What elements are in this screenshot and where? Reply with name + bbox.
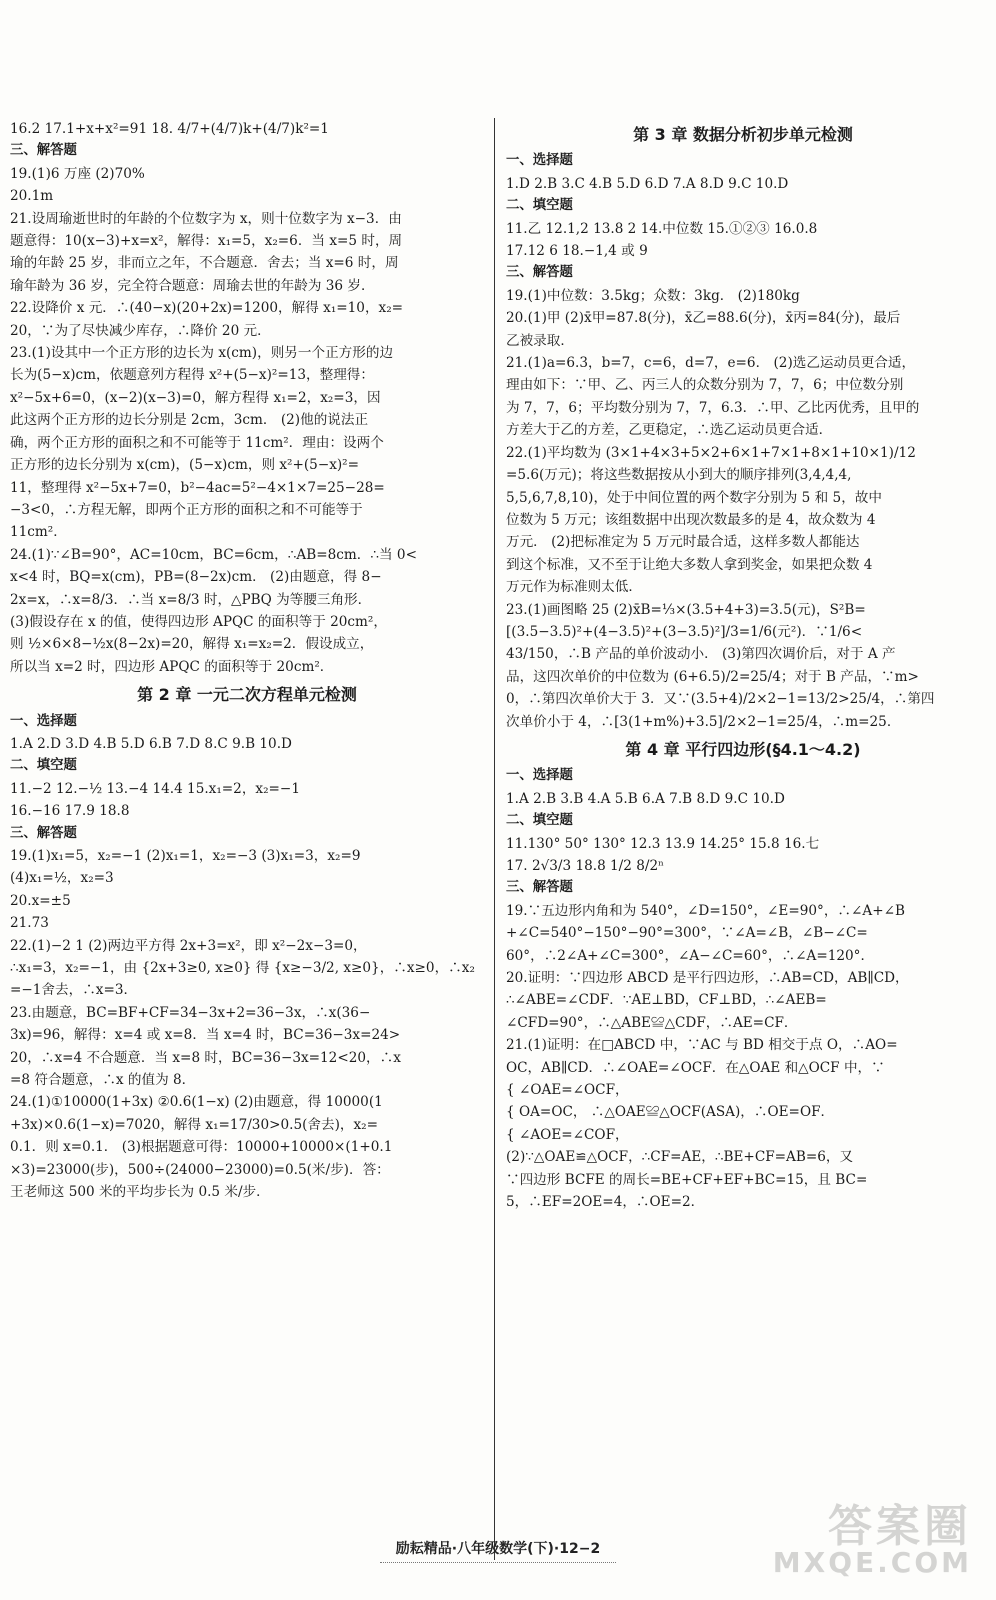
answer-line: 万元作为标准则太低．: [506, 579, 642, 596]
section-heading: 二、填空题: [506, 813, 573, 829]
answer-line: 11.−2 12.−½ 13.−4 14.4 15.x₁=2，x₂=−1: [10, 780, 300, 797]
section-heading: 三、解答题: [506, 265, 573, 281]
answer-line: 20，∴x=4 不合题意．当 x=8 时，BC=36−3x=12<20，∴x: [10, 1049, 401, 1066]
answer-line: x<4 时，BQ=x(cm)，PB=(8−2x)cm． (2)由题意，得 8−: [10, 569, 382, 586]
answer-line: 正方形的边长分别为 x(cm)，(5−x)cm，则 x²+(5−x)²=: [10, 457, 360, 474]
section-heading: 二、填空题: [10, 758, 77, 774]
answer-line: 22.(1)−2 1 (2)两边平方得 2x+3=x²，即 x²−2x−3=0，: [10, 937, 367, 954]
answer-line: 2x=x，∴x=8/3．∴当 x=8/3 时，△PBQ 为等腰三角形．: [10, 591, 372, 608]
answer-line: 乙被录取．: [506, 332, 574, 349]
answer-line: 万元． (2)把标准定为 5 万元时最合适，这样多数人都能达: [506, 534, 860, 551]
section-heading: 一、选择题: [506, 153, 573, 169]
section-heading: 三、解答题: [10, 825, 77, 841]
answer-line: 品，这四次单价的中位数为 (6+6.5)/2=25/4；对于 B 产品，∵m>: [506, 668, 919, 685]
answer-line: 20.1m: [10, 188, 54, 205]
column-divider: [494, 118, 495, 1560]
answer-line: 位数为 5 万元；该组数据中出现次数最多的是 4，故众数为 4: [506, 511, 876, 528]
answer-line: 43/150，∴B 产品的单价波动小． (3)第四次调价后，对于 A 产: [506, 646, 896, 663]
answer-line: 1.D 2.B 3.C 4.B 5.D 6.D 7.A 8.D 9.C 10.D: [506, 175, 789, 192]
section-heading: 三、解答题: [506, 880, 573, 896]
answer-line: 16.−16 17.9 18.8: [10, 803, 130, 820]
answer-line: 1.A 2.D 3.D 4.B 5.D 6.B 7.D 8.C 9.B 10.D: [10, 735, 292, 752]
answer-line: 24.(1)①10000(1+3x) ②0.6(1−x) (2)由题意，得 10000(1: [10, 1094, 383, 1111]
answer-line: 瑜年龄为 36 岁，完全符合题意：周瑜去世的年龄为 36 岁．: [10, 277, 375, 294]
section-heading: 三、解答题: [10, 143, 77, 159]
answer-line: 5，∴EF=2OE=4，∴OE=2．: [506, 1194, 705, 1211]
answer-line: 则 ½×6×8−½x(8−2x)=20，解得 x₁=x₂=2．假设成立，: [10, 636, 374, 653]
answer-line: 21.73: [10, 915, 49, 932]
answer-line: 所以当 x=2 时，四边形 APQC 的面积等于 20cm²．: [10, 658, 334, 675]
answer-line: 20，∵为了尽快减少库存，∴降价 20 元．: [10, 322, 271, 339]
answer-line: (3)假设存在 x 的值，使得四边形 APQC 的面积等于 20cm²，: [10, 613, 387, 630]
answer-line: 19.(1)x₁=5，x₂=−1 (2)x₁=1，x₂=−3 (3)x₁=3，x₂=9: [10, 848, 361, 864]
answer-line: ×3)=23000(步)，500÷(24000−23000)=0.5(米/步)．答：: [10, 1161, 390, 1178]
answer-line: 到这个标准，又不至于让绝大多数人拿到奖金，如果把众数 4: [506, 556, 873, 573]
answer-line: 19.∵五边形内角和为 540°，∠D=150°，∠E=90°，∴∠A+∠B: [506, 902, 906, 919]
answer-line: { ∠OAE=∠OCF，: [506, 1082, 629, 1099]
answer-line: { OA=OC， ∴△OAE≌△OCF(ASA)，∴OE=OF．: [506, 1104, 835, 1121]
answer-line: 为 7，7，6；平均数分别为 7，7，6.3．∴甲、乙比丙优秀，且甲的: [506, 399, 920, 416]
answer-line: 60°，∴2∠A+∠C=300°，∠A−∠C=60°，∴∠A=120°．: [506, 947, 875, 964]
answer-line: 23.(1)画图略 25 (2)x̄B=⅓×(3.5+4+3)=3.5(元)，S²B=: [506, 601, 866, 618]
answer-line: (4)x₁=½，x₂=3: [10, 870, 114, 887]
answer-line: 20.证明：∵四边形 ABCD 是平行四边形，∴AB=CD，AB∥CD，: [506, 970, 909, 987]
answer-line: 确，两个正方形的面积之和不可能等于 11cm²．理由：设两个: [10, 434, 384, 451]
watermark-top-text: 答案圈: [828, 1501, 972, 1552]
answer-line: ∴∠ABE=∠CDF．∵AE⊥BD，CF⊥BD，∴∠AEB=: [506, 992, 827, 1009]
answer-line: ∴x₁=3，x₂=−1，由 {2x+3≥0, x≥0} 得 {x≥−3/2, x≥0}，∴x≥0，∴x₂: [10, 960, 475, 977]
answer-line: 5,5,6,7,8,10)，处于中间位置的两个数字分别为 5 和 5，故中: [506, 489, 882, 506]
answer-line: 理由如下：∵甲、乙、丙三人的众数分别为 7，7，6；中位数分别: [506, 377, 904, 394]
chapter-title: 第 4 章 平行四边形(§4.1～4.2): [625, 739, 861, 759]
answer-line: 次单价小于 4，∴[3(1+m%)+3.5]/2×2−1=25/4，∴m=25．: [506, 713, 901, 730]
page-footer: 励耘精品·八年级数学(下)·12−2: [395, 1541, 601, 1557]
left-column: [10, 118, 484, 1204]
answer-line: −3<0，∴方程无解，即两个正方形的面积之和不可能等于: [10, 501, 363, 518]
answer-line: 王老师这 500 米的平均步长为 0.5 米/步．: [10, 1184, 270, 1201]
answer-line: 17.12 6 18.−1,4 或 9: [506, 243, 648, 260]
answer-line: =8 符合题意，∴x 的值为 8．: [10, 1072, 196, 1089]
answer-line: =5.6(万元)；将这些数据按从小到大的顺序排列(3,4,4,4,: [506, 467, 852, 484]
watermark-bottom-text: MXQE.COM: [772, 1546, 972, 1579]
answer-line: 11，整理得 x²−5x+7=0，b²−4ac=5²−4×1×7=25−28=: [10, 479, 385, 496]
answer-line: 0.1．则 x=0.1． (3)根据题意可得：10000+10000×(1+0.1: [10, 1139, 393, 1156]
answer-line: 22.(1)平均数为 (3×1+4×3+5×2+6×1+7×1+8×1+10×1)/12: [506, 444, 916, 461]
answer-line: 长为(5−x)cm，依题意列方程得 x²+(5−x)²=13，整理得：: [10, 367, 374, 384]
answer-line: x²−5x+6=0，(x−2)(x−3)=0，解方程得 x₁=2，x₂=3，因: [10, 389, 381, 406]
section-heading: 一、选择题: [10, 713, 77, 729]
answer-line: 19.(1)中位数：3.5kg；众数：3kg． (2)180kg: [506, 287, 800, 304]
answer-line: ∵四边形 BCFE 的周长=BE+CF+EF+BC=15，且 BC=: [506, 1171, 868, 1188]
answer-line: 19.(1)6 万座 (2)70%: [10, 165, 145, 182]
answer-line: 24.(1)∵∠B=90°，AC=10cm，BC=6cm，∴AB=8cm．∴当 0<: [10, 546, 417, 563]
answer-line: 21.(1)a=6.3，b=7，c=6，d=7，e=6． (2)选乙运动员更合适，: [506, 355, 916, 372]
answer-line: 3x)=96，解得：x=4 或 x=8．当 x=4 时，BC=36−3x=24>: [10, 1027, 401, 1044]
answer-line: 11.乙 12.1,2 13.8 2 14.中位数 15.①②③ 16.0.8: [506, 220, 818, 237]
answer-line: 21.设周瑜逝世时的年龄的个位数字为 x，则十位数字为 x−3．由: [10, 210, 402, 227]
answer-line: [(3.5−3.5)²+(4−3.5)²+(3−3.5)²]/3=1/6(元²)．∵1/6<: [506, 623, 863, 640]
right-column: [506, 118, 980, 1214]
answer-line: 11cm²．: [10, 524, 67, 541]
chapter-title: 第 2 章 一元二次方程单元检测: [137, 685, 357, 705]
answer-line: 21.(1)证明：在□ABCD 中，∵AC 与 BD 相交于点 O，∴AO=: [506, 1037, 898, 1054]
answer-line: 瑜的年龄 25 岁，非而立之年，不合题意．舍去；当 x=6 时，周: [10, 255, 399, 272]
answer-line: 0，∴第四次单价大于 3．又∵(3.5+4)/2×2−1=13/2>25/4，∴第四: [506, 691, 935, 708]
answer-line: 23.(1)设其中一个正方形的边长为 x(cm)，则另一个正方形的边: [10, 345, 394, 362]
answer-line: +3x)×0.6(1−x)=7020，解得 x₁=17/30>0.5(舍去)，x₂=: [10, 1116, 378, 1133]
answer-line: 23.由题意，BC=BF+CF=34−3x+2=36−3x，∴x(36−: [10, 1004, 371, 1021]
answer-line: 22.设降价 x 元．∴(40−x)(20+2x)=1200，解得 x₁=10，x₂=: [10, 300, 404, 317]
answer-line: +∠C=540°−150°−90°=300°，∵∠A=∠B，∠B−∠C=: [506, 925, 868, 942]
footer-rule: [380, 1562, 616, 1563]
answer-line: 16.2 17.1+x+x²=91 18. 4/7+(4/7)k+(4/7)k²=1: [10, 121, 329, 137]
answer-line: 方差大于乙的方差，乙更稳定，∴选乙运动员更合适．: [506, 422, 833, 439]
answer-line: 17. 2√3/3 18.8 1/2 8/2ⁿ: [506, 858, 664, 874]
answer-line: OC，AB∥CD．∴∠OAE=∠OCF．在△OAE 和△OCF 中，∵: [506, 1059, 885, 1076]
answer-line: 题意得：10(x−3)+x=x²，解得：x₁=5，x₂=6．当 x=5 时，周: [10, 233, 403, 250]
answer-line: { ∠AOE=∠COF，: [506, 1126, 629, 1143]
section-heading: 一、选择题: [506, 768, 573, 784]
chapter-title: 第 3 章 数据分析初步单元检测: [633, 125, 853, 144]
answer-line: 20.(1)甲 (2)x̄甲=87.8(分)，x̄乙=88.6(分)，x̄丙=84(分)，最后: [506, 310, 901, 327]
answer-line: (2)∵△OAE≌△OCF，∴CF=AE，∴BE+CF=AB=6，又: [506, 1149, 854, 1166]
answer-line: 11.130° 50° 130° 12.3 13.9 14.25° 15.8 16.七: [506, 835, 820, 852]
answer-line: =−1舍去，∴x=3．: [10, 982, 138, 999]
watermark-logo: [772, 1490, 978, 1586]
answer-line: 1.A 2.B 3.B 4.A 5.B 6.A 7.B 8.D 9.C 10.D: [506, 790, 785, 807]
answer-line: 20.x=±5: [10, 892, 71, 909]
answer-line: ∠CFD=90°，∴△ABE≌△CDF，∴AE=CF．: [506, 1014, 798, 1031]
section-heading: 二、填空题: [506, 198, 573, 214]
answer-line: 此这两个正方形的边长分别是 2cm，3cm． (2)他的说法正: [10, 412, 369, 429]
